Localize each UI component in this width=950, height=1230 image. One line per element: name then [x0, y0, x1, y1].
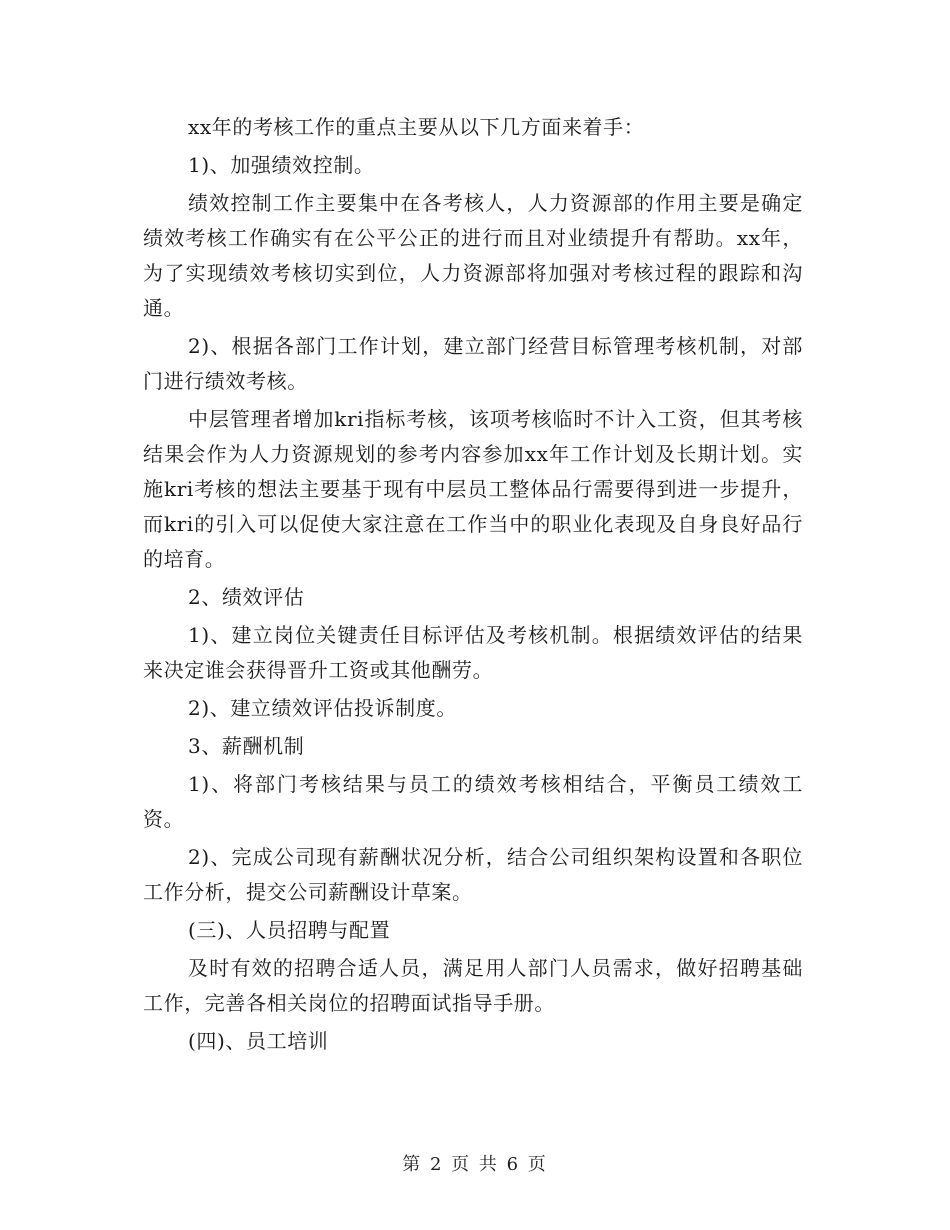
paragraph-heading-performance-control: 1)、加强绩效控制。: [188, 153, 375, 177]
paragraph-kri-assessment: 中层管理者增加kri指标考核，该项考核临时不计入工资，但其考核结果会作为人力资源规划的参考内容参加xx年工作计划及长期计划。实施kri考核的想法主要基于现有中层员工整体品行需要得到进一步提升，而kri的引入可以促使大家注意在工作当中的职业化表现及自身良好品行的培育。: [143, 407, 803, 571]
page-number-footer: 第 2 页 共 6 页: [402, 1154, 548, 1175]
paragraph-evaluation-mechanism: 1)、建立岗位关键责任目标评估及考核机制。根据绩效评估的结果来决定谁会获得晋升工资或其他酬劳。: [143, 623, 803, 682]
paragraph-complaint-system: 2)、建立绩效评估投诉制度。: [188, 696, 457, 720]
paragraph-heading-compensation: 3、薪酬机制: [188, 734, 305, 758]
paragraph-intro: xx年的考核工作的重点主要从以下几方面来着手：: [188, 115, 645, 139]
paragraph-heading-training: (四)、员工培训: [188, 1029, 329, 1053]
document-body: [143, 110, 803, 1062]
paragraph-performance-control: 绩效控制工作主要集中在各考核人，人力资源部的作用主要是确定绩效考核工作确实有在公平公正的进行而且对业绩提升有帮助。xx年，为了实现绩效考核切实到位，人力资源部将加强对考核过程的跟踪和沟通。: [143, 191, 803, 320]
paragraph-heading-performance-evaluation: 2、绩效评估: [188, 585, 305, 609]
paragraph-recruitment: 及时有效的招聘合适人员，满足用人部门人员需求，做好招聘基础工作，完善各相关岗位的招聘面试指导手册。: [143, 956, 803, 1015]
paragraph-compensation-analysis: 2)、完成公司现有薪酬状况分析，结合公司组织架构设置和各职位工作分析，提交公司薪酬设计草案。: [143, 845, 803, 904]
paragraph-compensation-linking: 1)、将部门考核结果与员工的绩效考核相结合，平衡员工绩效工资。: [143, 772, 803, 831]
paragraph-heading-recruitment: (三)、人员招聘与配置: [188, 918, 391, 942]
paragraph-department-assessment: 2)、根据各部门工作计划，建立部门经营目标管理考核机制，对部门进行绩效考核。: [143, 334, 803, 393]
